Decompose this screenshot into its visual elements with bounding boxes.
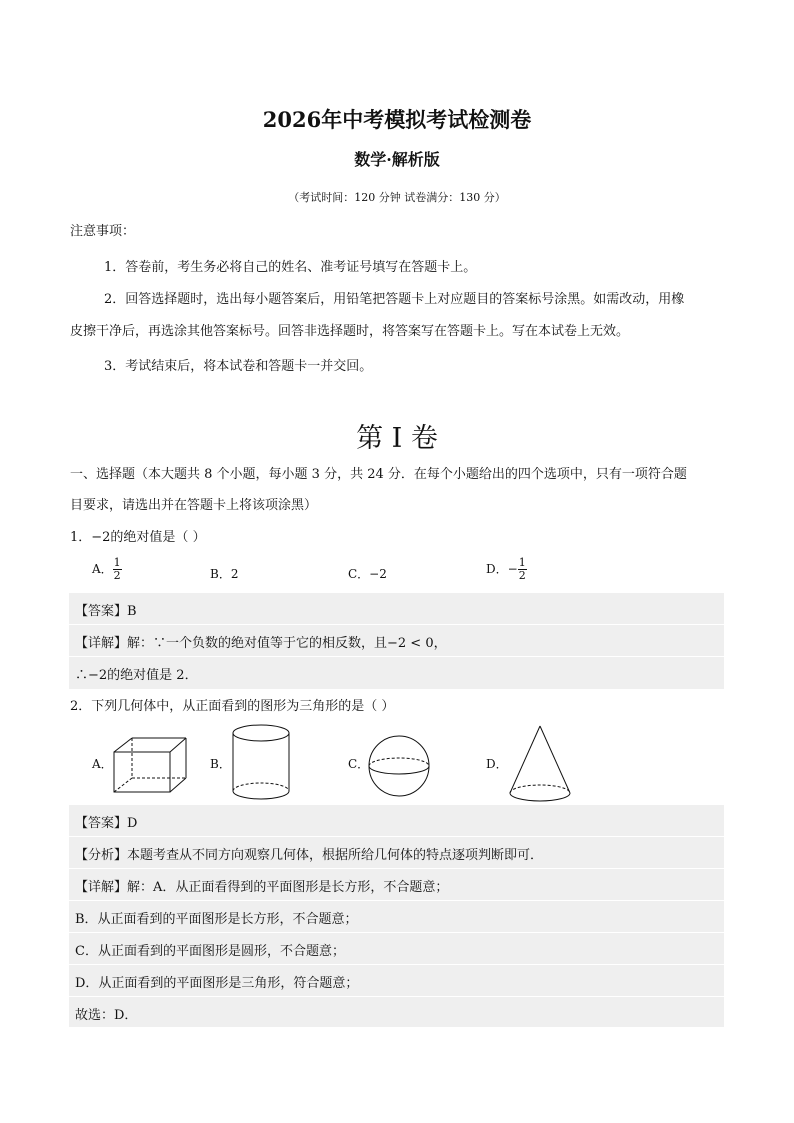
q2-detail-line-4: D．从正面看到的平面图形是三角形，符合题意； (75, 976, 359, 991)
exam-info: （考试时间：120 分钟 试卷满分：130 分） (288, 191, 506, 204)
fraction-numerator: 1 (113, 556, 121, 569)
q2-option-d-label: D． (486, 757, 508, 771)
q1-option-a-label: A． (92, 562, 113, 576)
q1-detail-line-2: ∴−2的绝对值是 2． (75, 668, 198, 683)
sphere-icon (366, 733, 432, 799)
q2-answer: 【答案】D (75, 816, 138, 831)
cone-icon (506, 723, 574, 805)
q1-option-d-fraction (518, 557, 527, 582)
q1-option-b: B．2 (210, 567, 239, 581)
cylinder-icon (230, 722, 292, 804)
note-2-line-2: 皮擦干净后，再选涂其他答案标号。回答非选择题时，将答案写在答题卡上。写在本试卷上无效。 (70, 324, 630, 339)
q1-answer: 【答案】B (75, 604, 137, 619)
divider (69, 932, 724, 933)
divider (69, 656, 724, 657)
note-1: 1．答卷前，考生务必将自己的姓名、准考证号填写在答题卡上。 (104, 260, 477, 275)
q2-detail-line-2: B．从正面看到的平面图形是长方形，不合题意； (75, 912, 358, 927)
q2-option-a-label: A． (92, 757, 113, 771)
q1-option-a (92, 557, 122, 582)
q2-detail-line-3: C．从正面看到的平面图形是圆形，不合题意； (75, 944, 345, 959)
page-title: 2026年中考模拟考试检测卷 (262, 107, 532, 132)
divider (69, 996, 724, 997)
section-title: 第 I 卷 (356, 423, 438, 454)
q2-option-c-label: C． (348, 757, 370, 771)
q2-stem: 2．下列几何体中，从正面看到的图形为三角形的是（ ） (70, 699, 395, 714)
section-intro-line-2: 目要求，请选出并在答题卡上将该项涂黑） (70, 498, 318, 513)
q1-option-a-fraction (113, 557, 122, 582)
fraction-denominator: 2 (113, 569, 121, 582)
q1-option-c: C．−2 (348, 567, 387, 581)
fraction-numerator: 1 (518, 556, 526, 569)
q2-detail-line-5: 故选：D． (75, 1008, 138, 1023)
notes-heading: 注意事项： (70, 224, 136, 239)
divider (69, 868, 724, 869)
divider (69, 624, 724, 625)
divider (69, 900, 724, 901)
q1-option-d (486, 557, 527, 582)
section-intro-line-1: 一、选择题（本大题共 8 个小题，每小题 3 分，共 24 分．在每个小题给出的四个选项中，只有一项符合题 (70, 467, 687, 482)
note-3: 3．考试结束后，将本试卷和答题卡一并交回。 (104, 359, 373, 374)
cuboid-icon (110, 734, 190, 796)
note-2-line-1: 2．回答选择题时，选出每小题答案后，用铅笔把答题卡上对应题目的答案标号涂黑。如需改动，用橡 (104, 292, 685, 307)
q1-stem: 1．−2的绝对值是（ ） (70, 530, 206, 545)
divider (69, 964, 724, 965)
q2-detail-line-1: 【详解】解：A．从正面看得到的平面图形是长方形，不合题意； (75, 880, 449, 895)
page-subtitle: 数学·解析版 (354, 150, 440, 169)
q1-detail-line-1: 【详解】解：∵一个负数的绝对值等于它的相反数，且−2 < 0， (75, 636, 447, 651)
fraction-denominator: 2 (518, 569, 526, 582)
divider (69, 836, 724, 837)
q2-analysis: 【分析】本题考查从不同方向观察几何体，根据所给几何体的特点逐项判断即可． (75, 848, 544, 863)
q1-option-d-label: D．− (486, 562, 518, 576)
q2-option-b-label: B． (210, 757, 231, 771)
